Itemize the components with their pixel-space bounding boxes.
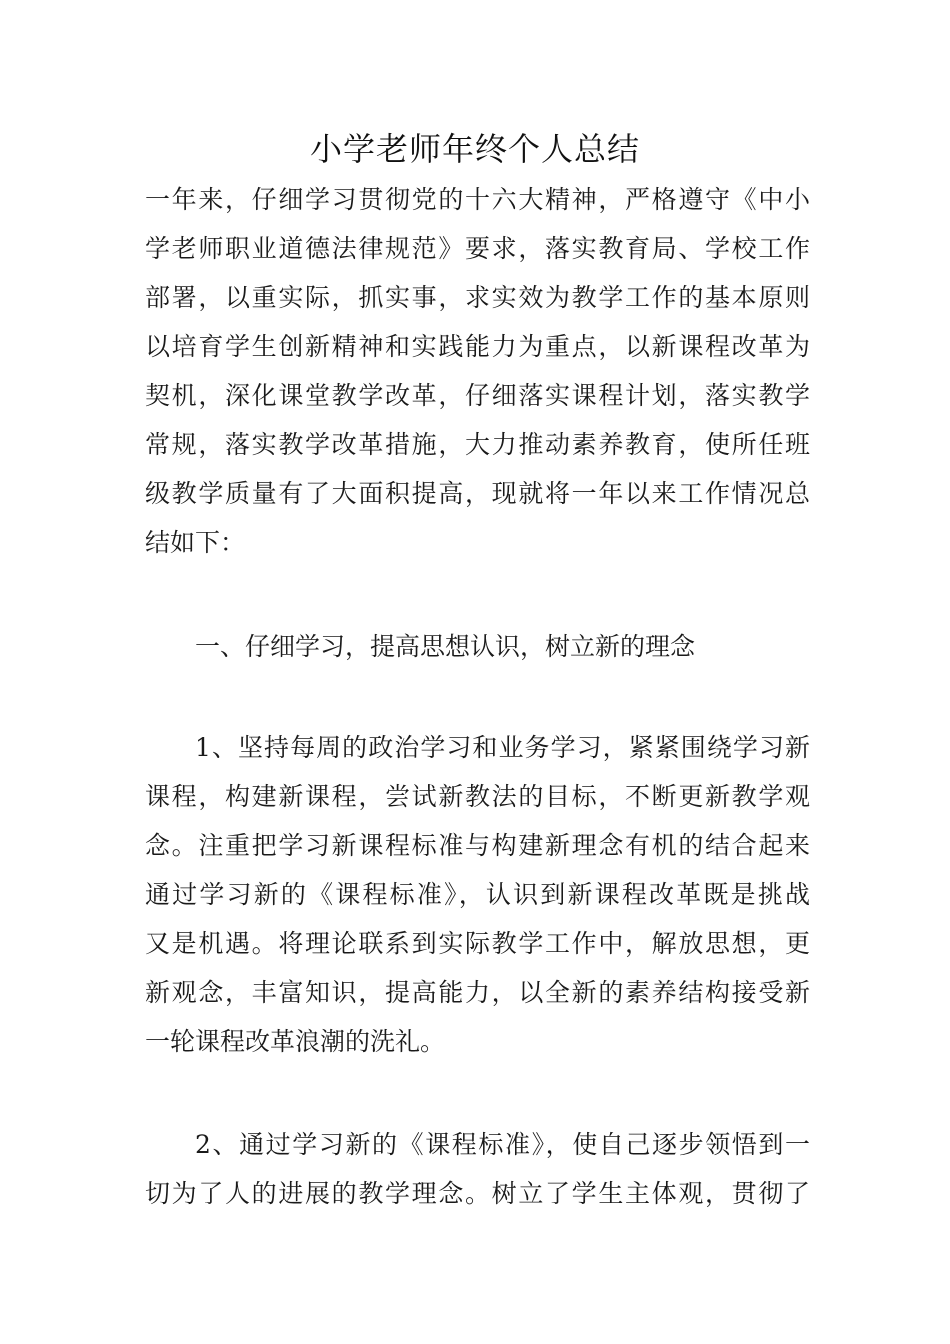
paragraph-line: 通过学习新的《课程标准》，认识到新课程改革既是挑战: [145, 880, 810, 909]
intro-line: 一年来，仔细学习贯彻党的十六大精神，严格遵守《中小: [145, 185, 810, 214]
paragraph-line: 1、坚持每周的政治学习和业务学习，紧紧围绕学习新: [195, 733, 810, 762]
intro-line: 契机，深化课堂教学改革，仔细落实课程计划，落实教学: [145, 381, 810, 410]
intro-line: 部署，以重实际，抓实事，求实效为教学工作的基本原则: [145, 283, 810, 312]
paragraph-line: 又是机遇。将理论联系到实际教学工作中，解放思想，更: [145, 929, 810, 958]
intro-line: 以培育学生创新精神和实践能力为重点，以新课程改革为: [145, 332, 810, 361]
intro-line: 级教学质量有了大面积提高，现就将一年以来工作情况总: [145, 479, 810, 508]
section-heading: 一、仔细学习，提高思想认识，树立新的理念: [195, 632, 696, 661]
intro-line: 常规，落实教学改革措施，大力推动素养教育，使所任班: [145, 430, 810, 459]
paragraph-line: 新观念，丰富知识，提高能力，以全新的素养结构接受新: [145, 978, 810, 1007]
document-title: 小学老师年终个人总结: [309, 130, 640, 168]
intro-line: 结如下：: [145, 528, 246, 557]
intro-line: 学老师职业道德法律规范》要求，落实教育局、学校工作: [145, 234, 810, 263]
paragraph-line: 一轮课程改革浪潮的洗礼。: [145, 1027, 446, 1056]
paragraph-line: 切为了人的进展的教学理念。树立了学生主体观，贯彻了: [145, 1179, 810, 1208]
paragraph-line: 念。注重把学习新课程标准与构建新理念有机的结合起来: [145, 831, 810, 860]
paragraph-line: 2、通过学习新的《课程标准》，使自己逐步领悟到一: [195, 1130, 810, 1159]
paragraph-line: 课程，构建新课程，尝试新教法的目标，不断更新教学观: [145, 782, 810, 811]
